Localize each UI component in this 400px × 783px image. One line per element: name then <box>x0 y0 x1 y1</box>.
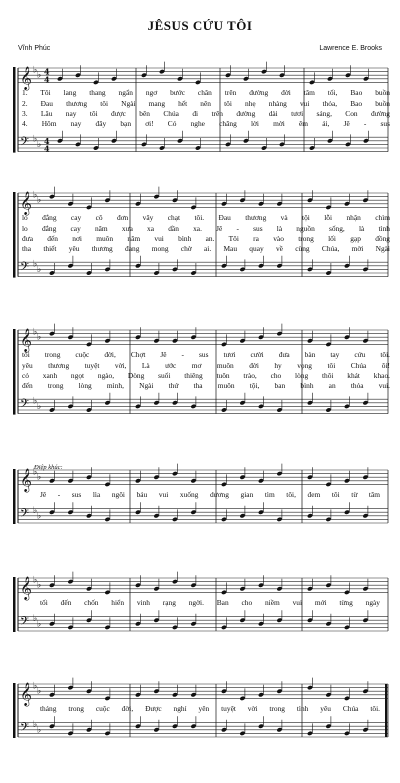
flat-icon: ♭ <box>33 190 38 201</box>
lyric-line: tôi trong cuộc đời, Chợt Jê - sus tươi cười đưa bàn tay cứu tôi. <box>22 350 390 360</box>
music-system-3 <box>0 322 400 442</box>
bass-clef-icon: 𝄢 <box>20 260 30 277</box>
music-system-4 <box>0 462 400 562</box>
composer-credit: Lawrence E. Brooks <box>319 45 382 52</box>
flat-icon: ♭ <box>33 396 38 407</box>
music-system-6 <box>0 676 400 781</box>
lyric-line: lo đắng cay cô đơn vây chạt tôi. Đau thương và tội lỗi nhận chìm <box>22 213 390 223</box>
lyric-line: 3. Lâu nay tôi được bên Chúa đi trên đường dài tươi sáng, Con đường <box>22 108 390 118</box>
flat-icon: ♭ <box>37 619 42 630</box>
bass-clef-icon: 𝄢 <box>20 614 30 631</box>
system-brace <box>13 683 16 738</box>
time-signature-bottom: 4 <box>44 74 50 85</box>
flat-icon: ♭ <box>33 613 38 624</box>
treble-clef-icon: 𝄞 <box>20 681 32 706</box>
system-brace <box>13 192 16 278</box>
treble-clef-icon: 𝄞 <box>20 575 32 600</box>
flat-icon: ♭ <box>37 264 42 275</box>
music-system-2 <box>0 185 400 310</box>
treble-clef-icon: 𝄞 <box>20 190 32 215</box>
time-signature-top: 4 <box>44 135 50 146</box>
staff-svg <box>0 462 400 562</box>
lyric-line: đưa đến nơi muôn năm vui bình an. Tôi ra vào trong lối gạp đồng <box>22 233 390 243</box>
lyric-line: lo đắng cay năm xưa xa dần xa. Jê - sus là nguồn sống, là tình <box>22 223 390 233</box>
treble-clef-icon: 𝄞 <box>20 65 32 90</box>
music-system-5 <box>0 570 400 670</box>
lyric-line: cỏ xanh ngọt ngào, Dòng suối thiêng tuôn trào, cho lòng thôi khát khao. <box>22 370 390 380</box>
lyric-line: Jê - sus lìa ngôi báu vui xuống dương gian tìm tôi, đem tôi từ tăm <box>40 490 380 500</box>
time-signature-top: 4 <box>44 66 50 77</box>
flat-icon: ♭ <box>37 139 42 150</box>
lyricist-credit: Vĩnh Phúc <box>18 45 51 52</box>
flat-icon: ♭ <box>33 65 38 76</box>
time-signature-bottom: 4 <box>44 143 50 154</box>
lyric-line: tha thiết yêu thương đang mong chờ ai. Mau quay về cùng Chúa, mời Ngài <box>22 244 390 253</box>
lyric-line: tối đến chốn hiển vinh rạng ngời. Ban cho niềm vui mới từng ngày <box>40 598 380 608</box>
flat-icon: ♭ <box>33 327 38 338</box>
flat-icon: ♭ <box>37 725 42 736</box>
bass-clef-icon: 𝄢 <box>20 135 30 152</box>
flat-icon: ♭ <box>37 70 42 81</box>
lyric-line: 1. Tôi lang thang ngẩn ngơ bước chân trên đường đời tăm tối, Bao buồn <box>22 88 390 98</box>
treble-clef-icon: 𝄞 <box>20 327 32 352</box>
flat-icon: ♭ <box>37 401 42 412</box>
staff-svg <box>0 570 400 670</box>
flat-icon: ♭ <box>33 259 38 270</box>
flat-icon: ♭ <box>33 467 38 478</box>
flat-icon: ♭ <box>33 505 38 516</box>
bass-clef-icon: 𝄢 <box>20 506 30 523</box>
final-bar-line <box>385 684 387 737</box>
flat-icon: ♭ <box>37 686 42 697</box>
flat-icon: ♭ <box>37 195 42 206</box>
system-brace <box>13 67 16 153</box>
flat-icon: ♭ <box>33 134 38 145</box>
lyric-line: đến trong lòng mình, Ngài thứ tha muôn tội, ban bình an thỏa vui. <box>22 381 390 390</box>
bass-clef-icon: 𝄢 <box>20 397 30 414</box>
system-brace <box>13 577 16 632</box>
lyric-line: 2. Đau thương tôi Ngài mang hết nên tôi nhẹ nhàng vui thỏa, Bao buồn <box>22 98 390 108</box>
flat-icon: ♭ <box>37 511 42 522</box>
flat-icon: ♭ <box>37 332 42 343</box>
system-brace <box>13 329 16 415</box>
system-brace <box>13 469 16 524</box>
flat-icon: ♭ <box>37 472 42 483</box>
lyric-line: yêu thương tuyệt vời, Là ước mơ muôn đời hy vọng tôi Chúa ôi! <box>22 360 390 370</box>
flat-icon: ♭ <box>37 580 42 591</box>
lyric-line: tháng trong cuộc đời, Được nghỉ yên tuyệt vời trong tình yêu Chúa tôi. <box>40 704 380 714</box>
staff-svg <box>0 676 400 781</box>
song-title: JÊSUS CỨU TÔI <box>147 18 253 33</box>
flat-icon: ♭ <box>33 719 38 730</box>
flat-icon: ♭ <box>33 575 38 586</box>
staff-svg <box>0 60 400 200</box>
bass-clef-icon: 𝄢 <box>20 720 30 737</box>
treble-clef-icon: 𝄞 <box>20 467 32 492</box>
flat-icon: ♭ <box>33 681 38 692</box>
music-system-1 <box>0 60 400 200</box>
refrain-label: Điệp khúc: <box>34 464 63 471</box>
lyric-line: 4. Hôm nay đây bạn ơi! Có nghe chăng lời mời êm ái, Jê - sus <box>22 119 390 128</box>
